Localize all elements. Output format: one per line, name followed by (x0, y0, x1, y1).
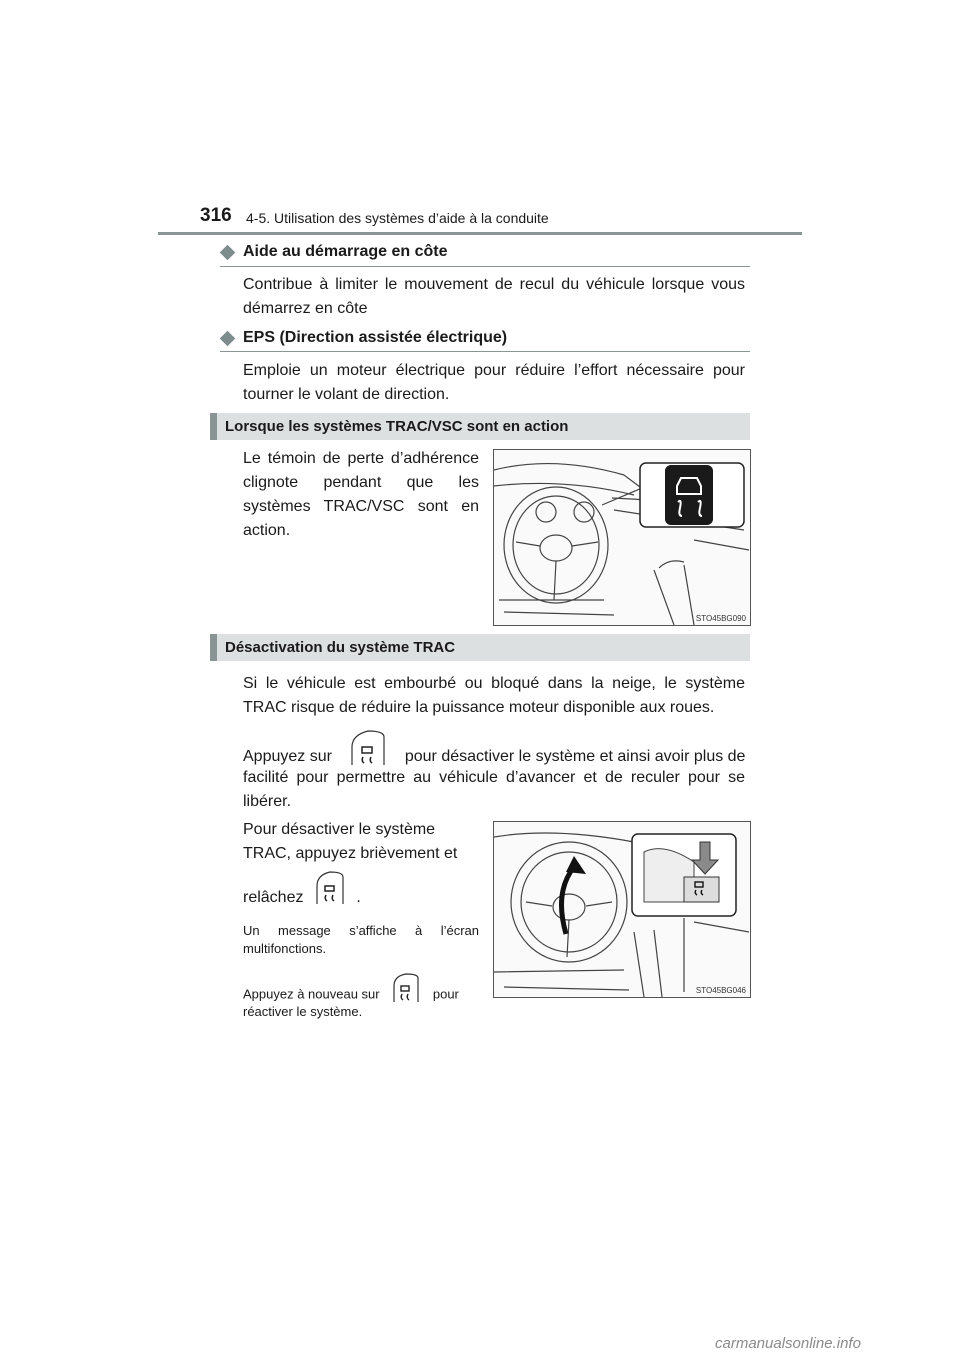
trac-disable-para1: Si le véhicule est embourbé ou bloqué dans la neige, le système TRAC risque de réduire la puissance moteur disponible aux roues. (243, 675, 745, 716)
trac-vsc-title: Lorsque les systèmes TRAC/VSC sont en action (225, 418, 569, 435)
note2-after: pour (432, 986, 459, 1002)
header-rule (158, 232, 802, 235)
para3-after: . (356, 889, 361, 907)
pointer-arrow-icon (562, 867, 575, 934)
trac-off-button-icon (314, 870, 346, 910)
para3-before: relâchez (243, 889, 304, 907)
eps-title: EPS (Direction assistée électrique) (243, 329, 508, 346)
hill-start-heading (220, 243, 448, 261)
section-bar-trac-vsc (210, 413, 750, 440)
para3-line1: Pour désactiver le système (243, 821, 436, 838)
console-illustration (494, 822, 750, 997)
para2-after: pour désactiver le système et ainsi avoir plus de (404, 748, 746, 766)
eps-heading (220, 329, 507, 347)
figure-code: STO45BG046 (695, 986, 746, 995)
trac-off-button-icon (391, 972, 421, 1006)
diamond-bullet-icon (220, 244, 236, 260)
note-reactivate-cont: réactiver le système. (243, 1004, 363, 1019)
para3-line2: TRAC, appuyez brièvement et (243, 845, 458, 862)
para3-line3 (243, 878, 479, 918)
figure-code: STO45BG090 (695, 614, 746, 623)
section-bar-trac-disable (210, 634, 750, 661)
dashboard-illustration (494, 450, 750, 625)
para2-before: Appuyez sur (243, 748, 332, 766)
figure-trac-button (493, 821, 751, 998)
page-number: 316 (200, 205, 232, 226)
figure-dashboard-indicator (493, 449, 751, 626)
note2-before: Appuyez à nouveau sur (243, 986, 380, 1002)
hill-start-text: Contribue à limiter le mouvement de recul du véhicule lorsque vous démarrez en côte (243, 276, 745, 317)
section-rule (220, 266, 750, 267)
trac-vsc-text: Le témoin de perte d’adhérence clignote pendant que les systèmes TRAC/VSC sont en action. (243, 450, 479, 539)
trac-disable-para2-cont: facilité pour permettre au véhicule d’avancer et de reculer pour se libérer. (243, 769, 745, 810)
trac-disable-title: Désactivation du système TRAC (225, 639, 456, 656)
section-rule (220, 351, 750, 352)
chapter-title: 4-5. Utilisation des systèmes d’aide à la conduite (246, 210, 549, 226)
diamond-bullet-icon (220, 330, 236, 346)
hill-start-title: Aide au démarrage en côte (243, 243, 448, 260)
eps-text: Emploie un moteur électrique pour réduire l’effort nécessaire pour tourner le volant de direction. (243, 362, 745, 403)
note-message: Un message s’affiche à l’écran multifonctions. (243, 923, 479, 956)
watermark: carmanualsonline.info (715, 1335, 861, 1352)
